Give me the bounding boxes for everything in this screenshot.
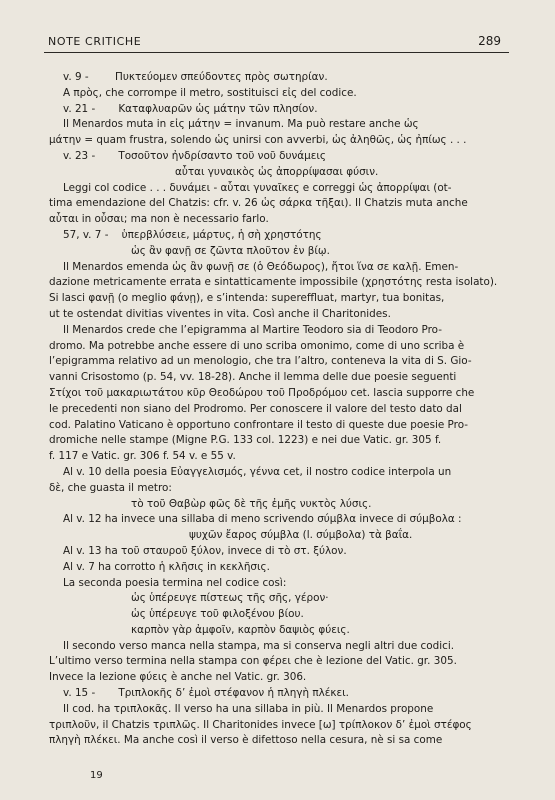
- text-line: f. 117 e Vatic. gr. 306 f. 54 v. e 55 v.: [49, 450, 236, 463]
- text-line: Al v. 10 della poesia Εὐαγγελισμός, γέννα cet, il nostro codice interpola un: [63, 465, 452, 478]
- text-line: Il Menardos emenda ὡς ἂν φωνῇ σε (ὁ Θεόδωρος), ἤτοι ἵνα σε καλῇ. Emen-: [63, 260, 459, 273]
- text-line: ὡς ἂν φανῇ σε ζῶντα πλοῦτον ἐν βίῳ.: [131, 244, 330, 257]
- text-line: αὗται γυναικὸς ὡς ἀπορρίψασαι φύσιν.: [175, 165, 379, 178]
- running-title: NOTE CRITICHE: [48, 35, 142, 48]
- text-line: Il secondo verso manca nella stampa, ma si conserva negli altri due codici.: [63, 639, 455, 652]
- text-line: le precedenti non siano del Prodromo. Per conoscere il valore del testo dato dal: [49, 402, 462, 415]
- text-line: Il cod. ha τριπλοκᾶς. Il verso ha una sillaba in più. Il Menardos propone: [63, 702, 434, 715]
- page-number: 289: [478, 34, 501, 48]
- running-header: [48, 34, 501, 48]
- text-line: ut te ostendat divitias viventes in vita. Così anche il Charitonides.: [49, 307, 391, 320]
- text-line: Leggi col codice . . . δυνάμει - αὗται γυναῖκες e correggi ὡς ἀπορρίψαι (ot-: [63, 181, 452, 194]
- text-line: Il Menardos crede che l’epigramma al Martire Teodoro sia di Teodoro Pro-: [63, 323, 442, 336]
- text-line: ψυχῶν ἔαρος σύμβλα (l. σύμβολα) τὰ βαΐα.: [189, 529, 413, 542]
- text-line: μάτην = quam frustra, solendo ὡς unirsi con avverbi, ὡς ἀληθῶς, ὡς ἠπίως . . .: [49, 134, 467, 147]
- text-line: 57, v. 7 - ὑπερβλύσειε, μάρτυς, ἡ σὴ χρηστότης: [63, 228, 322, 241]
- text-line: ὡς ὑπέρευγε τοῦ φιλοξένου βίου.: [131, 608, 304, 621]
- text-line: dazione metricamente errata e sintatticamente impossibile (χρηστότης resta isolato).: [49, 276, 498, 289]
- text-line: τὸ τοῦ Θαβὼρ φῶς δὲ τῆς ἐμῆς νυκτὸς λύσις.: [131, 497, 372, 510]
- text-line: A πρὸς, che corrompe il metro, sostituisci εἰς del codice.: [63, 86, 357, 99]
- text-line: cod. Palatino Vaticano è opportuno confrontare il testo di queste due poesie Pro-: [49, 418, 468, 431]
- text-line: Il Menardos muta in εἰς μάτην = invanum. Ma può restare anche ὡς: [63, 118, 419, 131]
- text-line: τριπλοῦν, il Chatzis τριπλῶς. Il Charitonides invece [ω] τρίπλοκον δ’ ἐμοὶ στέφος: [49, 718, 472, 731]
- text-line: dromiche nelle stampe (Migne P.G. 133 col. 1223) e nei due Vatic. gr. 305 f.: [49, 434, 442, 447]
- text-line: πληγὴ πλέκει. Ma anche così il verso è difettoso nella cesura, nè si sa come: [49, 734, 443, 747]
- text-line: v. 9 - Πυκτεύομεν σπεύδοντες πρὸς σωτηρίαν.: [63, 71, 328, 83]
- text-line: Al v. 12 ha invece una sillaba di meno scrivendo σύμβλα invece di σύμβολα :: [63, 513, 462, 526]
- text-line: v. 23 - Τοσοῦτον ἠνδρίσαντο τοῦ νοῦ δυνάμεις: [63, 149, 327, 162]
- text-line: καρπὸν γὰρ ἀμφοῖν, καρπὸν δαψιὸς φύεις.: [131, 623, 350, 636]
- text-line: Στίχοι τοῦ μακαριωτάτου κῦρ Θεοδώρου τοῦ Προδρόμου cet. lascia supporre che: [49, 386, 475, 399]
- text-line: Al v. 7 ha corrotto ἡ κλῆσις in κεκλῆσις.: [63, 560, 270, 573]
- signature-mark: 19: [90, 770, 103, 781]
- text-line: Invece la lezione φύεις è anche nel Vatic. gr. 306.: [49, 671, 307, 684]
- text-line: vanni Crisostomo (p. 54, vv. 18-28). Anche il lemma delle due poesie seguenti: [49, 371, 457, 384]
- text-line: L’ultimo verso termina nella stampa con φέρει che è lezione del Vatic. gr. 305.: [49, 655, 457, 668]
- text-line: dromo. Ma potrebbe anche essere di uno scriba omonimo, come di uno scriba è: [49, 339, 465, 352]
- text-line: ὡς ὑπέρευγε πίστεως τῆς σῆς, γέρον·: [131, 592, 329, 605]
- text-line: l’epigramma relativo ad un menologio, che tra l’altro, conteneva la vita di S. Gio-: [49, 355, 472, 368]
- text-line: Al v. 13 ha τοῦ σταυροῦ ξύλον, invece di τὸ στ. ξύλον.: [63, 544, 347, 557]
- text-line: αὗται in οὖσαι; ma non è necessario farlo.: [49, 213, 269, 226]
- text-line: δὲ, che guasta il metro:: [49, 481, 172, 494]
- text-line: La seconda poesia termina nel codice così:: [63, 576, 287, 589]
- page-body: [49, 70, 508, 749]
- text-line: v. 15 - Τριπλοκῆς δ’ ἐμοὶ στέφανον ἡ πληγὴ πλέκει.: [63, 687, 349, 700]
- text-line: tima emendazione del Chatzis: cfr. v. 26 ὡς σάρκα τῆξαι). Il Chatzis muta anche: [49, 197, 468, 210]
- header-rule: [44, 52, 509, 53]
- text-line: v. 21 - Καταφλυαρῶν ὡς μάτην τῶν πλησίον.: [63, 102, 318, 115]
- text-line: Si lasci φανῇ (o meglio φάνῃ), e s’intenda: supereffluat, martyr, tua bonitas,: [49, 292, 445, 305]
